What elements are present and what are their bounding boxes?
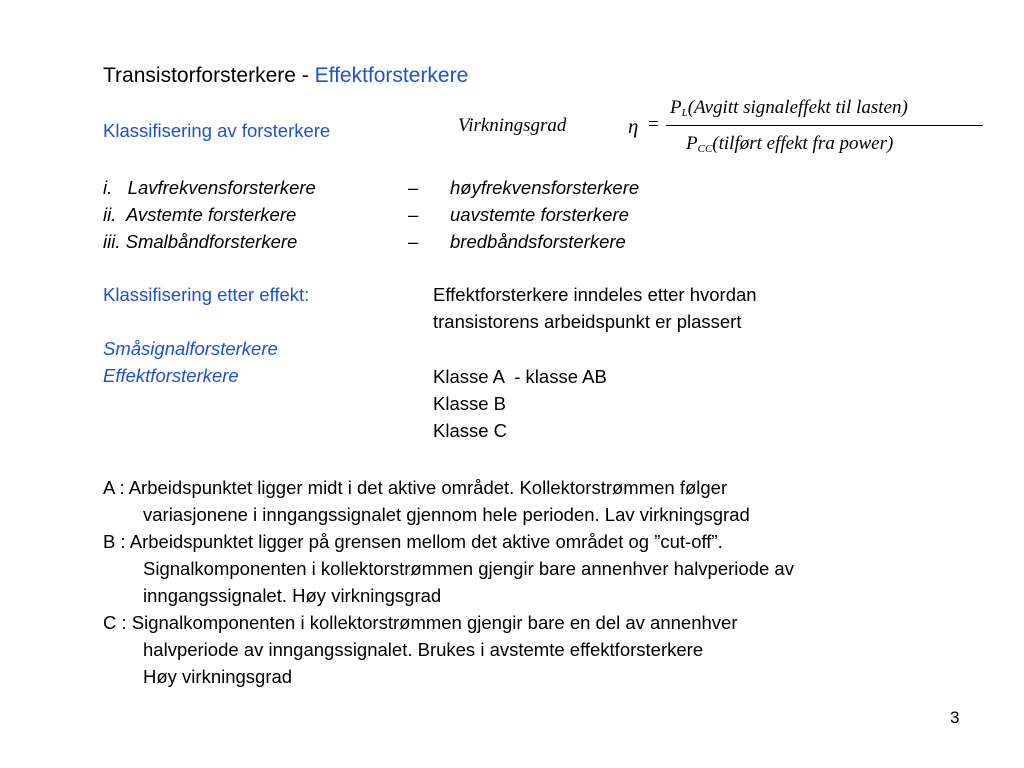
class-list-item: Klasse C bbox=[433, 420, 508, 441]
class-list-item: Klasse A - klasse AB bbox=[433, 366, 607, 387]
class-c-line: halvperiode av inngangssignalet. Brukes i avstemte effektforsterkere bbox=[143, 639, 704, 660]
effect-heading: Klassifisering etter effekt: bbox=[103, 284, 310, 305]
class-c-line: C : Signalkomponenten i kollektorstrømmen gjengir bare en del av annenhver bbox=[103, 612, 738, 633]
class-item-left: ii. Avstemte forsterkere bbox=[103, 204, 297, 225]
title-main: Transistorforsterkere - bbox=[103, 64, 315, 87]
formula-numerator: $P_L(Avgitt$ signaleffekt til lasten) bbox=[670, 97, 908, 119]
class-item-left: i. Lavfrekvensforsterkere bbox=[103, 177, 316, 198]
class-item-right: uavstemte forsterkere bbox=[450, 204, 629, 225]
formula-equals: = bbox=[648, 114, 659, 135]
classification-left-column bbox=[103, 174, 316, 255]
effect-type-power: Effektforsterkere bbox=[103, 365, 239, 386]
class-descriptions bbox=[103, 474, 794, 690]
class-a-line: variasjonene i inngangssignalet gjennom hele perioden. Lav virkningsgrad bbox=[143, 504, 750, 525]
title-highlight: Effektforsterkere bbox=[314, 64, 469, 87]
efficiency-formula bbox=[458, 95, 998, 165]
page-number: 3 bbox=[950, 708, 960, 727]
formula-label: Virkningsgrad bbox=[458, 115, 567, 136]
class-b-line: Signalkomponenten i kollektorstrømmen gjengir bare annenhver halvperiode av bbox=[143, 558, 794, 579]
class-item-left: iii. Smalbåndforsterkere bbox=[103, 231, 298, 252]
classification-right-column bbox=[450, 174, 639, 255]
class-item-right: bredbåndsforsterkere bbox=[450, 231, 626, 252]
formula-eta: η bbox=[628, 114, 639, 138]
formula-denominator: $P_{CC}(tilført$ effekt fra power) bbox=[686, 133, 894, 155]
slide-title bbox=[103, 64, 468, 88]
class-b-line: inngangssignalet. Høy virkningsgrad bbox=[143, 585, 442, 606]
class-b-line: B : Arbeidspunktet ligger på grensen mellom det aktive området og ”cut-off”. bbox=[103, 531, 723, 552]
dash: – bbox=[408, 231, 419, 252]
dash: – bbox=[408, 204, 419, 225]
class-a-line: A : Arbeidspunktet ligger midt i det aktive området. Kollektorstrømmen følger bbox=[103, 477, 728, 498]
dash: – bbox=[408, 177, 419, 198]
description-line: Effektforsterkere inndeles etter hvordan bbox=[433, 284, 757, 305]
classification-dash-column bbox=[408, 174, 418, 255]
effect-description bbox=[433, 281, 757, 335]
class-list bbox=[433, 363, 607, 444]
description-line: transistorens arbeidspunkt er plassert bbox=[433, 311, 742, 332]
class-c-line: Høy virkningsgrad bbox=[143, 666, 293, 687]
effect-type-small-signal: Småsignalforsterkere bbox=[103, 338, 278, 359]
fraction-bar bbox=[666, 125, 983, 126]
classification-heading: Klassifisering av forsterkere bbox=[103, 120, 331, 141]
class-item-right: høyfrekvensforsterkere bbox=[450, 177, 640, 198]
class-list-item: Klasse B bbox=[433, 393, 507, 414]
